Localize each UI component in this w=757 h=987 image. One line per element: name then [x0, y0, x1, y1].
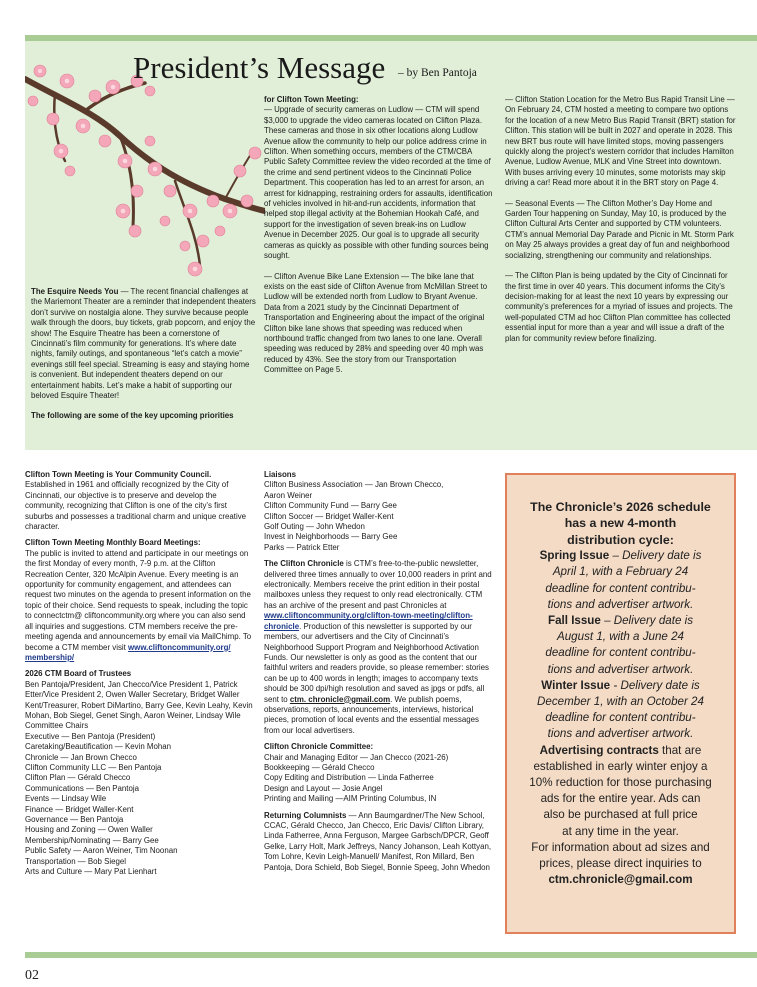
president-col-1 [31, 287, 257, 422]
liaison-line: Aaron Weiner [264, 490, 313, 500]
meetings-paragraph [25, 549, 255, 663]
committee-chair-line: Membership/Nominating — Barry Gee [25, 835, 159, 845]
committee-chair-line: Clifton Community LLC — Ben Pantoja [25, 762, 162, 772]
fall-line-2: August 1, with a June 24 [557, 630, 684, 644]
info-col-1 [25, 470, 255, 877]
chronicle-archive-link[interactable]: www.cliftoncommunity.org/clifton-town-meeting/clifton-chronicle [264, 611, 473, 631]
committee-chair-line: Caretaking/Beautification — Kevin Mohan [25, 742, 172, 752]
schedule-title-line-2: has a new 4-month [564, 516, 677, 531]
winter-line-4: tions and advertiser artwork. [547, 727, 694, 741]
committee-chairs-list [25, 721, 255, 877]
ad-line-4: ads for the entire year. Ads can [540, 792, 701, 806]
president-col-3 [505, 95, 736, 344]
priorities-intro: The following are some of the key upcoming priorities [31, 411, 234, 421]
station-paragraph: — Clifton Station Location for the Metro Bus Rapid Transit Line — On February 24, CTM hosted a meeting to compare two options for the location of a new Metro Bus Rapid Transit (BRT) station for Clifton. This station will be built in 2027 and operate in 2028. This new BRT bus route will have limited stops, moving passengers quickly along the project’s western corridor that includes Hamilton Avenue, Ludlow Avenue, MLK and Vine Street into downtown. With buses arriving every 10 minutes, some motorists may skip driving a car! Read more about it in the BRT story on Page 4. [505, 95, 736, 188]
committee-chair-line: Committee Chairs [25, 721, 89, 731]
chronicle-paragraph [264, 559, 494, 736]
meetings-heading: Clifton Town Meeting Monthly Board Meetings: [25, 538, 201, 548]
spring-line-2: April 1, with a February 24 [552, 565, 689, 579]
ad-line-3: 10% reduction for those purchasing [529, 776, 712, 790]
byline: – by Ben Pantoja [398, 67, 477, 79]
page-title: President’s Message [133, 50, 386, 85]
winter-line-1 [507, 678, 734, 694]
chronicle-committee-line: Printing and Mailing —AIM Printing Columbus, IN [264, 794, 437, 804]
schedule-box [505, 473, 736, 934]
committee-chair-line: Transportation — Bob Siegel [25, 856, 127, 866]
info-line-1: For information about ad sizes and [531, 840, 710, 854]
esquire-body: — The recent financial challenges at the Mariemont Theater are a reminder that independent theaters don’t survive on nostalgia alone. They survive because people walk through the doors, buy tickets, grab popcorn, and enjoy the show! The Esquire Theatre has been a cornerstone of Cincinnati’s film community for generations. It’s where date nights, family outings, and spontaneous “let’s catch a movie” evenings still feel special. Streaming is easy and staying home is convenient. But independent theaters depend on our entertainment habits. Let’s make a habit of supporting our beloved Esquire Theater! [31, 287, 256, 401]
committee-chair-line: Communications — Ben Pantoja [25, 783, 140, 793]
liaisons-list [264, 480, 494, 553]
bike-lane-paragraph: — Clifton Avenue Bike Lane Extension — The bike lane that exists on the east side of Clifton Avenue from McMillan Street to Ludlow will be extended north from Ludlow to Bryant Avenue. Data from a 2021 study by the Cincinnati Department of Transportation and Engineering about the impact of the original Clifton bike lane shows that speeding was reduced when northbound traffic changed from two lanes to one lane. Overall speeding was reduced by 28% and speeding over 40 mph was reduced by 43%. See the story from our Transportation Committee on Page 5. [264, 271, 488, 375]
spring-line-3: deadline for content contribu- [545, 581, 696, 595]
liaison-line: Golf Outing — John Whedon [264, 522, 365, 532]
chronicle-email-link[interactable]: ctm. chronicle@gmail.com [289, 694, 391, 704]
committee-chair-line: Chronicle — Jan Brown Checco [25, 752, 137, 762]
committee-chair-line: Housing and Zoning — Owen Waller [25, 825, 153, 835]
committee-chair-line: Events — Lindsay Wile [25, 794, 107, 804]
fall-label: Fall Issue [548, 614, 601, 628]
liaison-line: Clifton Soccer — Bridget Waller-Kent [264, 511, 394, 521]
chronicle-committee-line: Bookkeeping — Gérald Checco [264, 762, 375, 772]
schedule-title-line-1: The Chronicle’s 2026 schedule [530, 500, 711, 514]
meetings-body: The public is invited to attend and participate in our meetings on the first Monday of every month, 7-9 p.m. at the Clifton Recreation Center, 320 McAlpin Avenue. Every meeting is an opportunity for community engagement, and attendees can request two minutes on the agenda to present information on the topic of their choice. Send requests to speak, including the topic to connectctm@ cliftoncommunity.org where you can also send all inquiries and suggestions. CTM members receive the pre-meeting agenda and announcements by email via MailChimp. To become a CTM member visit [25, 548, 252, 652]
winter-line-3: deadline for content contribu- [545, 711, 696, 725]
spring-text-1: – Delivery date is [609, 549, 702, 563]
president-col-2 [264, 95, 494, 376]
chronicle-committee-line: Copy Editing and Distribution — Linda Fatherree [264, 773, 434, 783]
fall-text-1: – Delivery date is [600, 614, 693, 628]
info-col-2 [264, 470, 494, 873]
committee-chair-line: Public Safety — Aaron Weiner, Tim Noonan [25, 846, 178, 856]
esquire-heading: The Esquire Needs You [31, 287, 119, 296]
committee-chair-line: Executive — Ben Pantoja (President) [25, 731, 156, 741]
liaison-line: Parks — Patrick Etter [264, 542, 340, 552]
plan-paragraph: — The Clifton Plan is being updated by the City of Cincinnati for the first time in over 40 years. This document informs the City’s decision-making for at least the next 10 years by expressing our community’s preferences for a myriad of issues and projects. The well-populated CTM ad hoc Clifton Plan committee has collected essential input for more than a year and will issue a draft of the plan for community review before finalizing. [505, 271, 733, 343]
spring-line-1 [507, 548, 734, 564]
ad-line-1 [507, 743, 734, 759]
council-body: Established in 1961 and officially recognized by the City of Cincinnati, our objective is to preserve and develop the community, recognizing that Clifton is one of the city’s first suburbs and possesses a traditional charm and unique creative character. [25, 480, 247, 532]
trustees-heading: 2026 CTM Board of Trustees [25, 669, 132, 679]
membership-link[interactable]: www.cliftoncommunity.org/ membership/ [25, 642, 231, 662]
ad-label: Advertising contracts [539, 743, 659, 757]
schedule-email-link[interactable]: ctm.chronicle@gmail.com [548, 873, 693, 887]
chronicle-committee-list [264, 753, 494, 805]
fall-line-3: deadline for content contribu- [545, 646, 696, 660]
priorities-for: for Clifton Town Meeting: [264, 95, 359, 104]
committee-chair-line: Governance — Ben Pantoja [25, 815, 124, 824]
events-paragraph: — Seasonal Events — The Clifton Mother’s Day Home and Garden Tour happening on Sunday, May 10, is produced by the Clifton Cultural Arts Center and supported by CTM volunteers. CTM’s annual Memorial Day Parade and Picnic in Mt. Storm Park on May 25 always provides a great day of fun and neighborhood socializing, strengthening our community and relationships. [505, 198, 734, 260]
page-number: 02 [25, 968, 39, 983]
ad-line-6: at any time in the year. [562, 824, 679, 838]
trustees-body: Ben Pantoja/President, Jan Checco/Vice President 1, Patrick Etter/Vice President 2, Owen Waller Secretary, Bridget Waller Kent/Treasurer, Robert DiMartino, Barry Gee, Kevin Leahy, Kevin Mohan, Bob Siegel, Genet Singh, Aaron Weiner, Lindsay Wile [25, 679, 253, 720]
chronicle-body-1: is CTM’s free-to-the-public newsletter, delivered three times annually to over 10,000 readers in print and electronically. Members receive the print edition in their postal mailboxes unless they request to only read electronically. CTM has an archive of the present and past Chronicles at [264, 559, 492, 610]
ad-line-2: established in early winter enjoy a [533, 759, 708, 773]
schedule-title-line-3: distribution cycle: [567, 532, 674, 547]
committee-chair-line: Clifton Plan — Gérald Checco [25, 773, 131, 783]
fall-line-4: tions and advertiser artwork. [547, 662, 694, 676]
columnists-paragraph [264, 811, 494, 873]
ad-text-1: that are [658, 743, 702, 757]
liaison-line: Invest in Neighborhoods — Barry Gee [264, 532, 398, 542]
chronicle-name: The Clifton Chronicle [264, 559, 344, 569]
ad-line-5: also be purchased at full price [543, 808, 698, 822]
spring-label: Spring Issue [539, 549, 610, 563]
winter-text-1: - Delivery date is [610, 678, 700, 692]
committee-chair-line: Finance — Bridget Waller-Kent [25, 804, 134, 814]
liaison-line: Clifton Business Association — Jan Brown Checco, [264, 480, 444, 490]
columnists-heading: Returning Columnists [264, 810, 347, 820]
spring-line-4: tions and advertiser artwork. [547, 597, 694, 611]
liaisons-heading: Liaisons [264, 470, 297, 479]
council-heading: Clifton Town Meeting is Your Community Council. [25, 470, 212, 479]
chronicle-committee-line: Chair and Managing Editor — Jan Checco (2021-26) [264, 752, 449, 762]
chronicle-committee-line: Design and Layout — Josie Angel [264, 783, 383, 793]
committee-chair-line: Arts and Culture — Mary Pat Lienhart [25, 867, 157, 877]
info-line-2: prices, please direct inquiries to [539, 857, 702, 871]
chronicle-body-3: . We publish poems, observations, reports, announcements, interviews, historical pieces, promotion of local events and the essential messages from our local advertisers. [264, 694, 479, 735]
fall-line-1 [507, 613, 734, 629]
liaison-line: Clifton Community Fund — Barry Gee [264, 501, 397, 511]
chronicle-body-2: . Production of this newsletter is supported by our members, our advertisers and the City of Cincinnati’s Neighborhood Support Program and Neighborhood Activation Funds. Our newsletter is only as good as the content that our faithful writers and readers provide, so please remember: stories can be up to 400 words in length; images to accompany texts should be 300 dpi/high resolution and saved as jpgs or pdfs, all sent to [264, 621, 489, 704]
winter-label: Winter Issue [541, 678, 611, 692]
columnists-body: — Ann Baumgardner/The New School, CCAC, Gérald Checco, Jan Checco, Eric Davis/ Clifton Library, Linda Fatherree, Anna Ferguson, Margee Garbsch/DPCR, Geoff Gelke, Larry Holt, Mark Jeffreys, Nancy Johanson, Leah Kottyan, Tom Lohre, Kevin Leigh-Manuell/ Manifest, Ron Millard, Ben Pantoja, Dora Schield, Bob Siegel, Bonnie Speeg, John Whedon [264, 810, 492, 872]
chronicle-committee-heading: Clifton Chronicle Committee: [264, 742, 374, 752]
esquire-paragraph [31, 287, 257, 401]
winter-line-2: December 1, with an October 24 [537, 695, 704, 709]
security-paragraph: — Upgrade of security cameras on Ludlow — CTM will spend $3,000 to upgrade the video cameras located on Clifton Plaza. These cameras and those in six other locations along Ludlow Avenue allow the community to help our police address crime in Clifton. When something occurs, members of the CTM/CBA Public Safety Committee review the video recorded at the time of the crime and send pertinent videos to the Cincinnati Police Department. This cooperation has led to an arrest for arson, an arrest for kidnapping, restraining orders for assaults, identification of vehicles involved in hit-and-run accidents, information that helped stop illegal activity at the Bohemian Hookah Café, and support for the investigation of seven break-ins on Ludlow Avenue in December 2025. Our goal is to upgrade all security cameras as quickly as possible with other funding sources being sought. [264, 105, 493, 261]
bottom-rule [25, 952, 757, 958]
